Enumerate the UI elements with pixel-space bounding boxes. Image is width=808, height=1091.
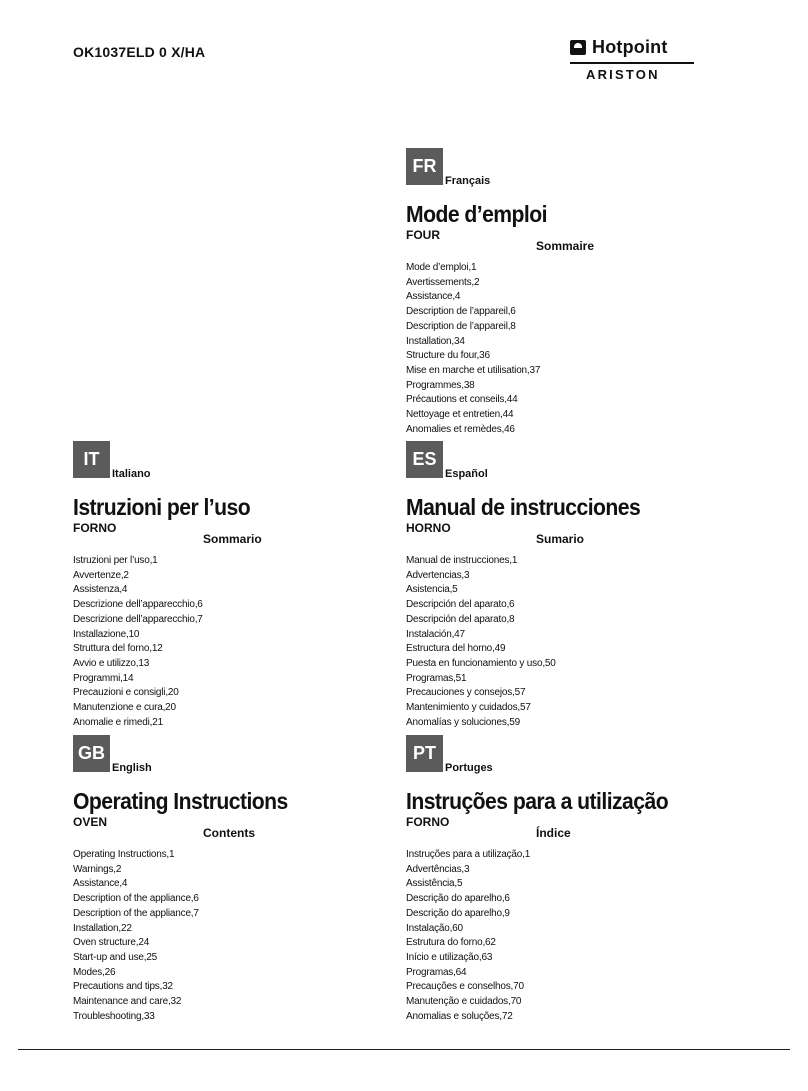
toc-item[interactable]: Precautions and tips,32 bbox=[73, 981, 173, 993]
section-gb bbox=[73, 735, 393, 1035]
product-type: HORNO bbox=[406, 521, 451, 535]
toc-item[interactable]: Programmes,38 bbox=[406, 379, 475, 391]
toc-item[interactable]: Estructura del horno,49 bbox=[406, 643, 506, 655]
toc-item[interactable]: Advertencias,3 bbox=[406, 569, 470, 581]
toc-item[interactable]: Descrizione dell’apparecchio,6 bbox=[73, 599, 203, 611]
toc-item[interactable]: Troubleshooting,33 bbox=[73, 1010, 155, 1022]
model-number: OK1037ELD 0 X/HA bbox=[73, 44, 206, 60]
toc-item[interactable]: Description of the appliance,6 bbox=[73, 893, 199, 905]
toc-item[interactable]: Modes,26 bbox=[73, 966, 116, 978]
toc-item[interactable]: Anomalías y soluciones,59 bbox=[406, 716, 520, 728]
section-fr bbox=[406, 148, 726, 448]
manual-title: Operating Instructions bbox=[73, 788, 288, 814]
toc-item[interactable]: Installation,22 bbox=[73, 922, 132, 934]
toc-item[interactable]: Estrutura do forno,62 bbox=[406, 937, 496, 949]
table-of-contents bbox=[73, 848, 199, 1024]
toc-item[interactable]: Programmi,14 bbox=[73, 672, 134, 684]
toc-item[interactable]: Instruções para a utilização,1 bbox=[406, 849, 531, 860]
language-badge: IT bbox=[73, 441, 110, 478]
language-name: Español bbox=[445, 468, 488, 480]
toc-heading: Índice bbox=[536, 826, 571, 840]
toc-item[interactable]: Mise en marche et utilisation,37 bbox=[406, 364, 541, 376]
logo-divider bbox=[570, 62, 694, 64]
toc-item[interactable]: Instalación,47 bbox=[406, 628, 465, 640]
toc-item[interactable]: Asistencia,5 bbox=[406, 584, 458, 596]
toc-item[interactable]: Installation,34 bbox=[406, 335, 465, 347]
toc-item[interactable]: Descripción del aparato,8 bbox=[406, 613, 515, 625]
language-badge: PT bbox=[406, 735, 443, 772]
language-name: Français bbox=[445, 175, 491, 187]
toc-item[interactable]: Mantenimiento y cuidados,57 bbox=[406, 702, 531, 714]
section-it bbox=[73, 441, 393, 741]
toc-item[interactable]: Start-up and use,25 bbox=[73, 951, 158, 963]
product-type: OVEN bbox=[73, 815, 108, 829]
table-of-contents bbox=[73, 554, 203, 730]
toc-item[interactable]: Warnings,2 bbox=[73, 863, 122, 875]
toc-item[interactable]: Manutenzione e cura,20 bbox=[73, 702, 176, 714]
toc-item[interactable]: Descrição do aparelho,6 bbox=[406, 893, 510, 905]
toc-item[interactable]: Avvertenze,2 bbox=[73, 569, 129, 581]
hotpoint-logo-icon bbox=[570, 40, 586, 55]
language-name: Portuges bbox=[445, 762, 493, 774]
toc-item[interactable]: Precauções e conselhos,70 bbox=[406, 981, 524, 993]
product-type: FORNO bbox=[406, 815, 450, 829]
toc-item[interactable]: Avvio e utilizzo,13 bbox=[73, 657, 150, 669]
manual-title: Instruções para a utilização bbox=[406, 788, 669, 814]
toc-item[interactable]: Istruzioni per l’uso,1 bbox=[73, 555, 158, 566]
toc-heading: Sommario bbox=[203, 532, 262, 546]
toc-item[interactable]: Précautions et conseils,44 bbox=[406, 394, 518, 406]
toc-item[interactable]: Struttura del forno,12 bbox=[73, 643, 163, 655]
toc-item[interactable]: Manutenção e cuidados,70 bbox=[406, 996, 522, 1008]
brand-logo bbox=[570, 36, 700, 86]
manual-title: Mode d’emploi bbox=[406, 201, 547, 227]
section-pt bbox=[406, 735, 726, 1035]
product-type: FORNO bbox=[73, 521, 117, 535]
sub-brand-name: ARISTON bbox=[586, 67, 660, 82]
toc-item[interactable]: Descrizione dell’apparecchio,7 bbox=[73, 613, 203, 625]
manual-title: Istruzioni per l’uso bbox=[73, 494, 251, 520]
toc-item[interactable]: Precauzioni e consigli,20 bbox=[73, 687, 179, 699]
language-badge: FR bbox=[406, 148, 443, 185]
toc-item[interactable]: Description de l’appareil,6 bbox=[406, 306, 516, 318]
brand-name: Hotpoint bbox=[592, 36, 668, 57]
language-name: English bbox=[112, 762, 152, 774]
section-es bbox=[406, 441, 726, 741]
toc-item[interactable]: Mode d’emploi,1 bbox=[406, 262, 477, 273]
toc-item[interactable]: Assistenza,4 bbox=[73, 584, 128, 596]
toc-item[interactable]: Descripción del aparato,6 bbox=[406, 599, 515, 611]
toc-item[interactable]: Puesta en funcionamiento y uso,50 bbox=[406, 657, 556, 669]
toc-item[interactable]: Manual de instrucciones,1 bbox=[406, 555, 518, 566]
toc-item[interactable]: Instalação,60 bbox=[406, 922, 463, 934]
toc-item[interactable]: Anomalie e rimedi,21 bbox=[73, 716, 163, 728]
toc-item[interactable]: Installazione,10 bbox=[73, 628, 140, 640]
toc-item[interactable]: Programas,51 bbox=[406, 672, 467, 684]
toc-item[interactable]: Assistência,5 bbox=[406, 878, 463, 890]
language-badge: ES bbox=[406, 441, 443, 478]
toc-heading: Sumario bbox=[536, 532, 585, 546]
language-badge: GB bbox=[73, 735, 110, 772]
toc-item[interactable]: Maintenance and care,32 bbox=[73, 996, 182, 1008]
toc-item[interactable]: Description of the appliance,7 bbox=[73, 907, 199, 919]
toc-heading: Contents bbox=[203, 826, 255, 840]
toc-item[interactable]: Anomalies et remèdes,46 bbox=[406, 423, 515, 435]
table-of-contents bbox=[406, 848, 530, 1024]
table-of-contents bbox=[406, 554, 556, 730]
toc-item[interactable]: Descrição do aparelho,9 bbox=[406, 907, 510, 919]
footer-divider bbox=[18, 1049, 790, 1050]
toc-item[interactable]: Assistance,4 bbox=[406, 291, 461, 303]
toc-item[interactable]: Oven structure,24 bbox=[73, 937, 150, 949]
toc-item[interactable]: Advertências,3 bbox=[406, 863, 470, 875]
toc-item[interactable]: Início e utilização,63 bbox=[406, 951, 493, 963]
manual-title: Manual de instrucciones bbox=[406, 494, 641, 520]
toc-item[interactable]: Structure du four,36 bbox=[406, 350, 490, 362]
toc-item[interactable]: Avertissements,2 bbox=[406, 276, 480, 288]
toc-item[interactable]: Anomalias e soluções,72 bbox=[406, 1010, 513, 1022]
toc-item[interactable]: Operating Instructions,1 bbox=[73, 849, 175, 860]
toc-item[interactable]: Description de l’appareil,8 bbox=[406, 320, 516, 332]
toc-heading: Sommaire bbox=[536, 239, 595, 253]
toc-item[interactable]: Nettoyage et entretien,44 bbox=[406, 409, 514, 421]
toc-item[interactable]: Programas,64 bbox=[406, 966, 467, 978]
toc-item[interactable]: Assistance,4 bbox=[73, 878, 128, 890]
language-name: Italiano bbox=[112, 468, 151, 480]
toc-item[interactable]: Precauciones y consejos,57 bbox=[406, 687, 526, 699]
table-of-contents bbox=[406, 261, 540, 437]
product-type: FOUR bbox=[406, 228, 440, 242]
